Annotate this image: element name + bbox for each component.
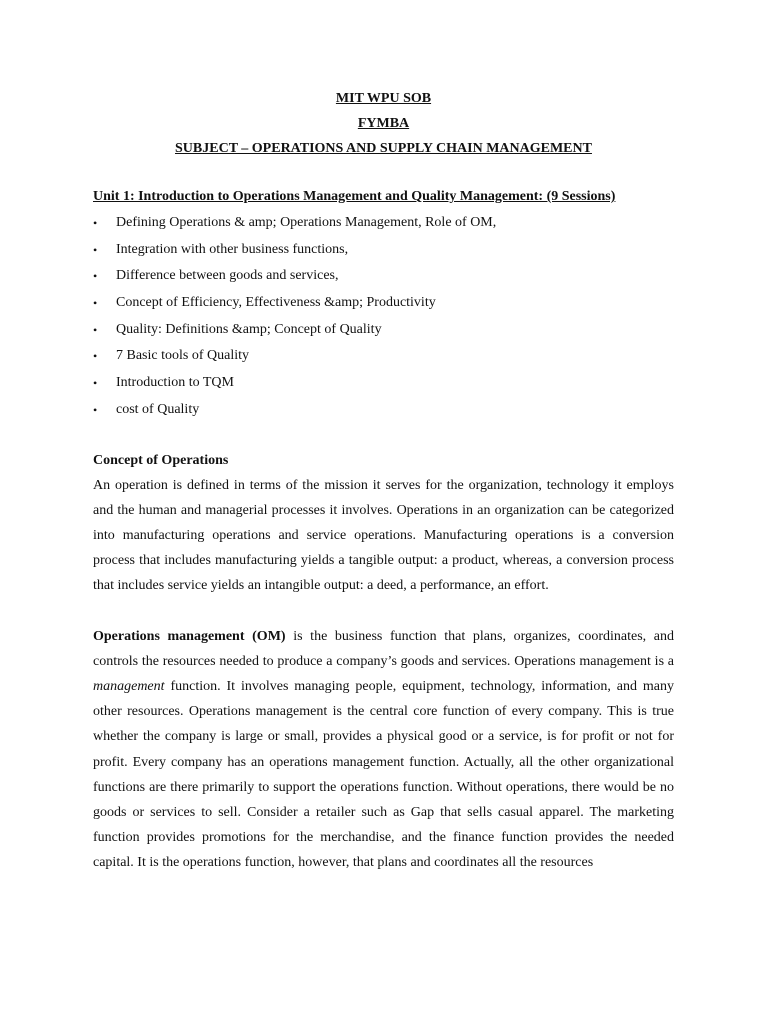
bullet-icon: • xyxy=(93,269,98,284)
topic-text: Integration with other business functions, xyxy=(116,241,349,257)
list-item xyxy=(93,237,674,264)
topic-text: Introduction to TQM xyxy=(116,375,234,391)
om-text-part-1: is the business function that plans, organizes, coordinates, and controls the resources needed to produce a company’s goods and services. Operations management is a xyxy=(93,628,674,669)
topic-list xyxy=(93,210,674,424)
subject-title: SUBJECT – OPERATIONS AND SUPPLY CHAIN MANAGEMENT xyxy=(175,141,592,156)
bullet-icon: • xyxy=(93,402,98,417)
topic-text: Concept of Efficiency, Effectiveness &amp; Productivity xyxy=(116,295,436,311)
list-item xyxy=(93,263,674,290)
bullet-icon: • xyxy=(93,322,98,337)
om-emphasis: management xyxy=(93,678,165,694)
bullet-icon: • xyxy=(93,296,98,311)
bullet-icon: • xyxy=(93,216,98,230)
concept-paragraph: An operation is defined in terms of the mission it serves for the organization, technology it employs and the human and managerial processes it involves. Operations in an organization can be categorized into manufacturing operations and service operations. Manufacturing operations is a conversion process that includes manufacturing yields a tangible output: a product, whereas, a conversion process that includes service yields an intangible output: a deed, a performance, an effort. xyxy=(93,477,674,594)
document-page xyxy=(93,86,674,876)
om-lead-term: Operations management (OM) xyxy=(93,628,286,644)
bullet-icon: • xyxy=(93,349,98,364)
unit-heading: Unit 1: Introduction to Operations Management and Quality Management: (9 Sessions) xyxy=(93,189,616,204)
bullet-icon: • xyxy=(93,376,98,391)
topic-text: Quality: Definitions &amp; Concept of Quality xyxy=(116,321,382,337)
list-item xyxy=(93,370,674,397)
concept-heading: Concept of Operations xyxy=(93,452,229,468)
list-item xyxy=(93,397,674,424)
om-text-part-2: function. It involves managing people, equipment, technology, information, and many other resources. Operations management is the central core function of every company. This is true whether the company is large or small, provides a physical good or a service, is for profit or not for profit. Every company has an operations management function. Actually, all the other organizational functions are there primarily to support the operations function. Without operations, there would be no goods or services to sell. Consider a retailer such as Gap that sells casual apparel. The marketing function provides promotions for the merchandise, and the finance function provides the needed capital. It is the operations function, however, that plans and coordinates all the resources xyxy=(93,678,674,871)
topic-text: 7 Basic tools of Quality xyxy=(116,348,249,364)
list-item xyxy=(93,317,674,344)
list-item xyxy=(93,210,674,237)
program-title: FYMBA xyxy=(357,116,410,131)
institute-title: MIT WPU SOB xyxy=(335,91,432,106)
om-paragraph xyxy=(93,624,674,876)
list-item xyxy=(93,343,674,370)
bullet-icon: • xyxy=(93,242,98,257)
topic-text: cost of Quality xyxy=(116,401,200,417)
topic-text: Difference between goods and services, xyxy=(116,268,339,284)
topic-text: Defining Operations & amp; Operations Management, Role of OM, xyxy=(116,215,497,230)
list-item xyxy=(93,290,674,317)
